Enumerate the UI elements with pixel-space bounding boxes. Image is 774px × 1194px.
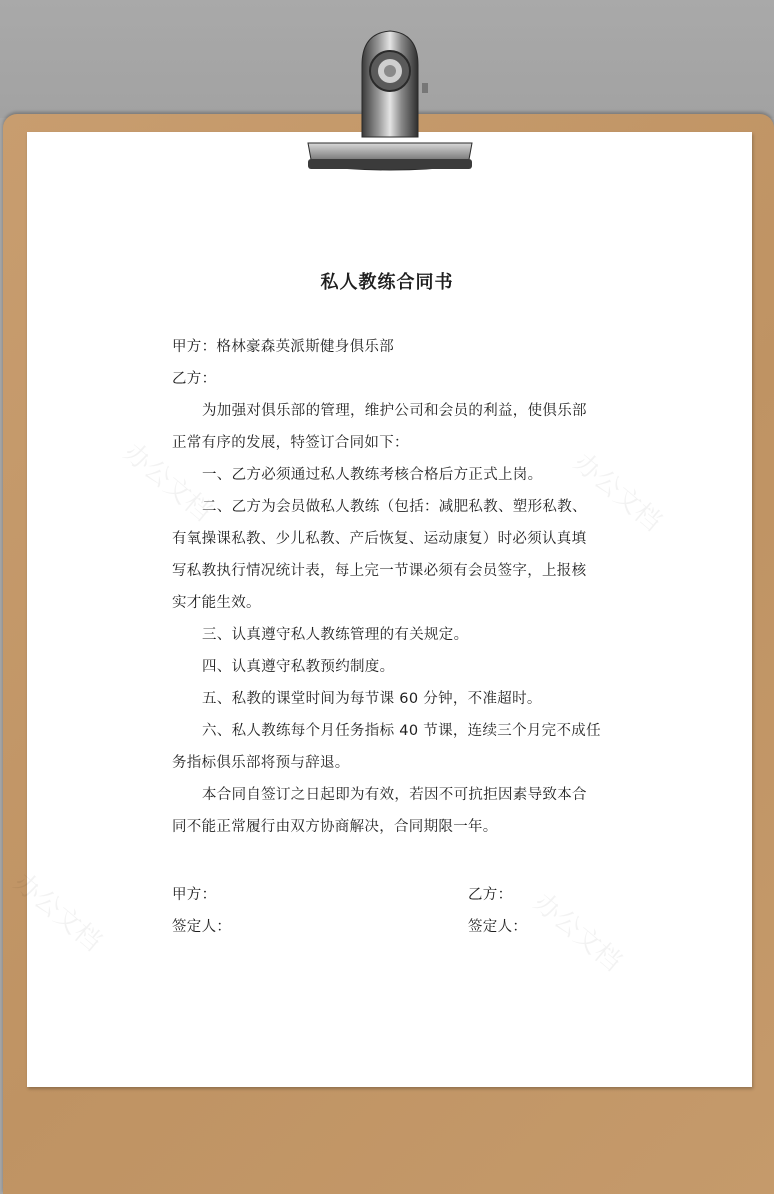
clause-line: 三、认真遵守私人教练管理的有关规定。	[202, 627, 469, 643]
watermark: 办公文档	[527, 887, 627, 978]
signature-party-a: 甲方：	[172, 887, 217, 903]
binder-clip-icon	[300, 25, 480, 175]
party-b-line: 乙方：	[172, 371, 217, 387]
clause-line: 一、乙方必须通过私人教练考核合格后方正式上岗。	[202, 467, 543, 483]
signature-party-b: 乙方：	[468, 887, 513, 903]
clause-line: 六、私人教练每个月任务指标 40 节课，连续三个月完不成任	[202, 723, 601, 739]
clause-line: 写私教执行情况统计表，每上完一节课必须有会员签字，上报核	[172, 563, 587, 579]
clause-line: 四、认真遵守私教预约制度。	[202, 659, 395, 675]
signer-a: 签定人：	[172, 919, 232, 935]
watermark: 办公文档	[567, 447, 667, 538]
clause-line: 务指标俱乐部将预与辞退。	[172, 755, 350, 771]
clause-line: 为加强对俱乐部的管理，维护公司和会员的利益，使俱乐部	[202, 403, 587, 419]
clause-line: 有氧操课私教、少儿私教、产后恢复、运动康复）时必须认真填	[172, 531, 587, 547]
document-title: 私人教练合同书	[320, 272, 454, 293]
clause-line: 本合同自签订之日起即为有效，若因不可抗拒因素导致本合	[202, 787, 587, 803]
party-a-line: 甲方：格林豪森英派斯健身俱乐部	[172, 339, 394, 355]
clause-line: 二、乙方为会员做私人教练（包括：减肥私教、塑形私教、	[202, 499, 587, 515]
watermark: 办公文档	[117, 437, 217, 528]
clause-line: 同不能正常履行由双方协商解决，合同期限一年。	[172, 819, 498, 835]
clause-line: 实才能生效。	[172, 595, 261, 611]
clause-line: 五、私教的课堂时间为每节课 60 分钟，不准超时。	[202, 691, 542, 707]
contract-document	[172, 262, 602, 935]
clause-line: 正常有序的发展，特签订合同如下：	[172, 435, 409, 451]
signer-b: 签定人：	[468, 919, 528, 935]
watermark: 办公文档	[7, 867, 107, 958]
